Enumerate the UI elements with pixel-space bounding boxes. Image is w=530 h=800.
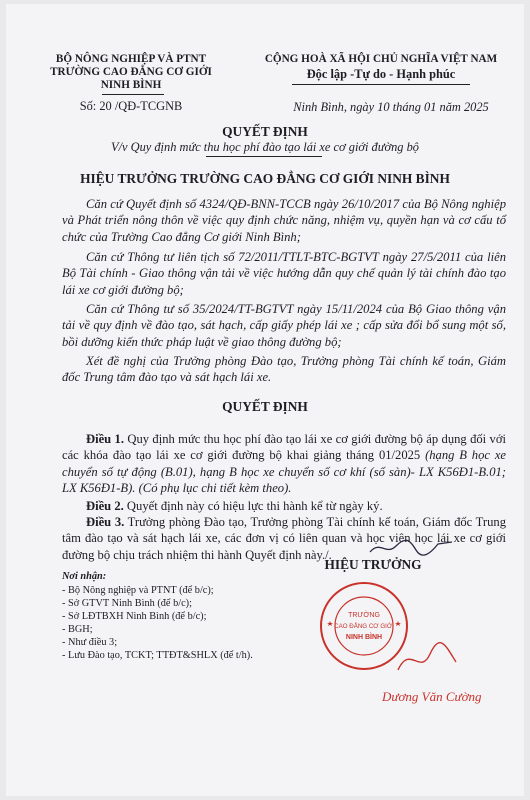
issuer-title: HIỆU TRƯỞNG TRƯỜNG CAO ĐẲNG CƠ GIỚI NINH BÌNH	[80, 171, 450, 186]
decision-heading: QUYẾT ĐỊNH	[222, 399, 308, 414]
basis-paragraph-2: Căn cứ Thông tư liên tịch số 72/2011/TTLT-BTC-BGTVT ngày 27/5/2011 của liên Bộ Tài chính - Giao thông vận tải về việc hướng dẫn quy chế quản lý tài chính đào tạo lái xe cơ giới đường bộ;	[62, 250, 506, 297]
document-number: Số: 20 /QĐ-TCGNB	[79, 99, 183, 113]
stamp-text-line2: CAO ĐẲNG CƠ GIỚI	[334, 623, 394, 630]
article-1-text: Quy định mức thu học phí đào tạo lái xe cơ giới đường bộ áp dụng đối với các khóa đào tạo lái xe cơ giới đường bộ khai giảng tháng 01/2025	[62, 432, 507, 463]
article-2	[62, 498, 506, 514]
document-title: QUYẾT ĐỊNH	[222, 124, 308, 139]
basis-paragraph-4: Xét đề nghị của Trưởng phòng Đào tạo, Trưởng phòng Tài chính kế toán, Giám đốc Trung tâm đào tạo và sát hạch lái xe.	[62, 354, 506, 385]
recipient-item: - Sở GTVT Ninh Bình (để b/c);	[62, 598, 192, 609]
article-1	[62, 431, 506, 497]
signer-title: HIỆU TRƯỞNG	[324, 557, 422, 572]
recipient-item: - Bộ Nông nghiệp và PTNT (để b/c);	[62, 585, 214, 596]
header-right-rule	[292, 84, 470, 85]
subject-rule	[206, 156, 322, 157]
handwritten-signature	[366, 536, 456, 558]
document-subject: V/v Quy định mức thu học phí đào tạo lái xe cơ giới đường bộ	[111, 140, 419, 154]
ministry-name: BỘ NÔNG NGHIỆP VÀ PTNT	[55, 53, 207, 65]
basis-paragraph-3: Căn cứ Thông tư số 35/2024/TT-BGTVT ngày 15/11/2024 của Bộ Giao thông vận tải về quy định về đào tạo, sát hạch, cấp giấy phép lái xe ; cấp sửa đổi bổ sung một số, bồi dưỡng kiến thức pháp luật về giao thông đường bộ;	[62, 302, 506, 349]
article-2-label: Điều 2.	[86, 499, 124, 513]
article-1-label: Điều 1.	[86, 432, 124, 446]
country-name: CỘNG HOÀ XÃ HỘI CHỦ NGHĨA VIỆT NAM	[264, 53, 498, 65]
school-name-line2: NINH BÌNH	[100, 79, 162, 91]
national-motto: Độc lập -Tự do - Hạnh phúc	[306, 67, 456, 81]
recipient-item: - Sở LĐTBXH Ninh Bình (để b/c);	[62, 611, 207, 622]
header-left-rule	[102, 94, 164, 95]
article-1-detail: (hạng B học xe chuyển số tự động (B.01), hạng B học xe chuyển số cơ khí (số sàn)- LX K56Đ1-B.01; LX K56Đ1-B). (Có phụ lục chi tiết kèm theo).	[62, 448, 506, 496]
stamp-text-line1: TRƯỜNG	[348, 612, 380, 619]
signer-name: Dương Văn Cường	[382, 689, 482, 704]
article-3-label: Điều 3.	[86, 515, 125, 529]
school-name-line1: TRƯỜNG CAO ĐẲNG CƠ GIỚI	[50, 66, 212, 78]
recipient-item: - BGH;	[62, 624, 93, 635]
basis-paragraph-1: Căn cứ Quyết định số 4324/QĐ-BNN-TCCB ngày 26/10/2017 của Bộ Nông nghiệp và Phát triển nông thôn về việc quy định chức năng, nhiệm vụ, quyền hạn và cơ cấu tổ chức của Trường Cao đẳng Cơ giới Ninh Bình;	[62, 197, 506, 244]
signature-scribble	[392, 640, 462, 680]
article-3-text: Trưởng phòng Đào tạo, Trưởng phòng Tài chính kế toán, Giám đốc Trung tâm đào tạo và sát hạch lái xe, các đơn vị có liên quan và học viên học lái xe cơ giới đường bộ chịu trách nhiệm thi hành Quyết định này./.	[62, 515, 506, 562]
recipient-item: - Như điều 3;	[62, 637, 118, 648]
recipients-heading: Nơi nhận:	[62, 571, 107, 582]
recipient-item: - Lưu Đào tạo, TCKT; TTĐT&SHLX (để t/h).	[62, 650, 253, 661]
place-date: Ninh Bình, ngày 10 tháng 01 năm 2025	[293, 100, 489, 114]
stamp-text-line3: NINH BÌNH	[345, 634, 383, 641]
article-2-text: Quyết định này có hiệu lực thi hành kể từ ngày ký.	[123, 499, 383, 513]
